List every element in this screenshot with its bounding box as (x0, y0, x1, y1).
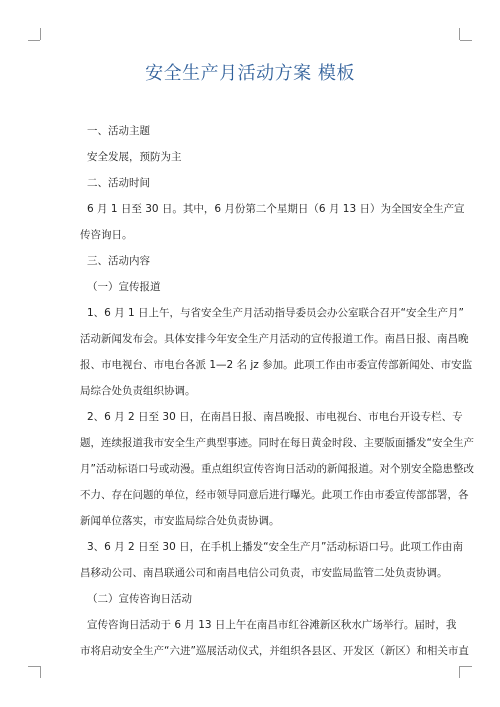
paragraph-line: 3、6 月 2 日至 30 日，在手机上播发“安全生产月”活动标语口号。此项工作由南 (87, 541, 463, 553)
crop-mark-top-right-v (459, 28, 460, 40)
paragraph-line: 市将启动安全生产“六进”巡展活动仪式，并组织各县区、开发区（新区）和相关市直 (80, 645, 469, 657)
paragraph-line: 不力、存在问题的单位，经市领导同意后进行曝光。此项工作由市委宣传部部署，各 (80, 489, 469, 501)
paragraph-line: 传咨询日。 (80, 229, 133, 241)
paragraph-line: 1、6 月 1 日上午，与省安全生产月活动指导委员会办公室联合召开“安全生产月” (87, 307, 464, 319)
crop-mark-bottom-left-h (28, 666, 40, 667)
paragraph-line: 月”活动标语口号或动漫。重点组织宣传咨询日活动的新闻报道。对个别安全隐患整改 (80, 463, 474, 475)
heading-content: 三、活动内容 (87, 255, 150, 267)
paragraph-line: 安全发展，预防为主 (87, 151, 182, 163)
crop-mark-top-right-h (460, 40, 472, 41)
heading-time: 二、活动时间 (87, 177, 150, 189)
crop-mark-bottom-right-v (459, 666, 460, 678)
paragraph-line: 新闻单位落实，市安监局综合处负责协调。 (80, 515, 280, 527)
paragraph-line: 6 月 1 日至 30 日。其中，6 月份第二个星期日（6 月 13 日）为全国安全生产宣 (87, 203, 465, 215)
paragraph-line: 2、6 月 2 日至 30 日，在南昌日报、南昌晚报、市电视台、市电台开设专栏、专 (87, 411, 463, 423)
crop-mark-bottom-left-v (40, 666, 41, 678)
paragraph-line: 昌移动公司、南昌联通公司和南昌电信公司负责，市安监局监管二处负责协调。 (80, 567, 448, 579)
document-body (80, 118, 474, 664)
document-title: 安全生产月活动方案 模板 (145, 63, 355, 84)
subheading-publicity: （一）宣传报道 (87, 281, 161, 293)
paragraph-line: 局综合处负责组织协调。 (80, 385, 196, 397)
paragraph-line: 报、市电视台、市电台各派 1—2 名 jz 参加。此项工作由市委宣传部新闻处、市安监 (80, 359, 473, 371)
paragraph-line: 宣传咨询日活动于 6 月 13 日上午在南昌市红谷滩新区秋水广场举行。届时，我 (87, 619, 457, 631)
crop-mark-top-left-v (40, 28, 41, 40)
paragraph-line: 题，连续报道我市安全生产典型事迹。同时在每日黄金时段、主要版面播发“安全生产 (80, 437, 474, 449)
crop-mark-bottom-right-h (460, 666, 472, 667)
paragraph-line: 活动新闻发布会。具体安排今年安全生产月活动的宣传报道工作。南昌日报、南昌晚 (80, 333, 469, 345)
crop-mark-top-left-h (28, 40, 40, 41)
heading-theme: 一、活动主题 (87, 125, 150, 137)
subheading-consult-day: （二）宣传咨询日活动 (87, 593, 192, 605)
